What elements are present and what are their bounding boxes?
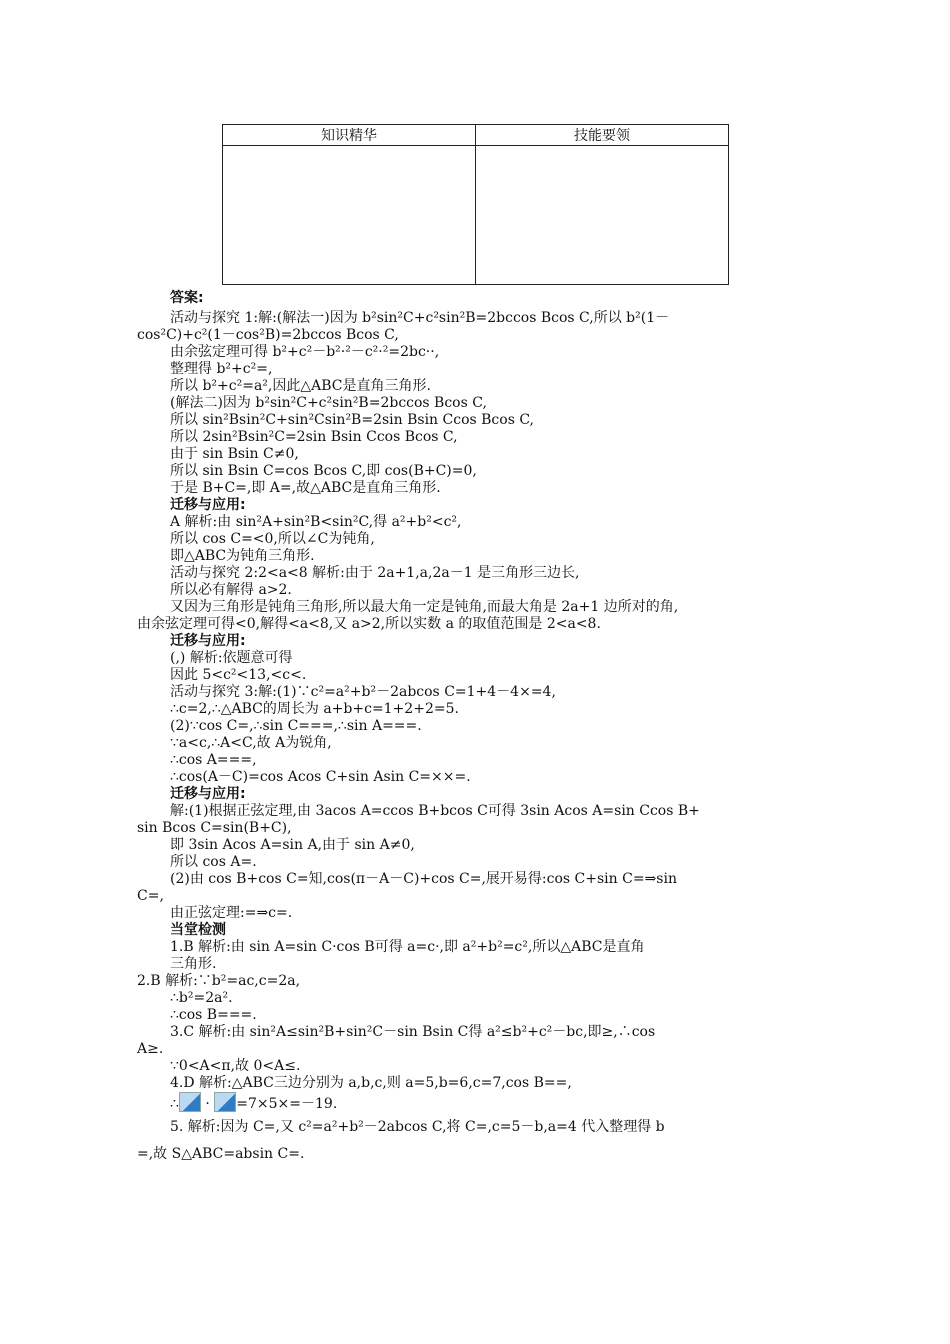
text-line: 整理得 b²+c²=,: [170, 361, 273, 377]
text-line: 三角形.: [170, 956, 217, 972]
text-line: 所以 cos A=.: [170, 854, 257, 870]
text-line: (2)∵cos C=,∴sin C===,∴sin A===.: [170, 718, 422, 734]
text-line: 由正弦定理:=⇒c=.: [170, 905, 293, 921]
text-line: 即 3sin Acos A=sin A,由于 sin A≠0,: [170, 837, 415, 853]
text-line: A≥.: [137, 1041, 164, 1057]
section-heading: 迁移与应用:: [170, 786, 246, 802]
text-line: 所以 2sin²Bsin²C=2sin Bsin Ccos Bcos C,: [170, 429, 458, 445]
text-line: 1.B 解析:由 sin A=sin C·cos B可得 a=c·,即 a²+b²=c²,所以△ABC是直角: [170, 939, 645, 955]
section-heading: 当堂检测: [170, 922, 226, 938]
dot-operator: ·: [200, 1096, 215, 1112]
text-line: 所以 sin Bsin C=cos Bcos C,即 cos(B+C)=0,: [170, 463, 477, 479]
text-line: ∵0<A<π,故 0<A≤.: [170, 1058, 301, 1074]
text-line: 活动与探究 3:解:(1)∵c²=a²+b²－2abcos C=1+4－4×=4,: [170, 684, 556, 700]
table-header-knowledge: 知识精华: [223, 125, 476, 146]
text-line: 2.B 解析:∵b²=ac,c=2a,: [137, 973, 301, 989]
text-line: (2)由 cos B+cos C=知,cos(π－A－C)+cos C=,展开易得:cos C+sin C=⇒sin: [170, 871, 677, 887]
text-line: 4.D 解析:△ABC三边分别为 a,b,c,则 a=5,b=6,c=7,cos B==,: [170, 1075, 572, 1091]
text-line: ∴cos B===.: [170, 1007, 257, 1023]
vector-image-icon: [179, 1092, 201, 1112]
text-line: 又因为三角形是钝角三角形,所以最大角一定是钝角,而最大角是 2a+1 边所对的角,: [170, 599, 679, 615]
text-line: ∵a<c,∴A<C,故 A为锐角,: [170, 735, 332, 751]
text-line: 活动与探究 1:解:(解法一)因为 b²sin²C+c²sin²B=2bccos Bcos C,所以 b²(1－: [170, 310, 670, 326]
text-line: (解法二)因为 b²sin²C+c²sin²B=2bccos Bcos C,: [170, 395, 487, 411]
text-line: 解:(1)根据正弦定理,由 3acos A=ccos B+bcos C可得 3sin Acos A=sin Ccos B+: [170, 803, 700, 819]
section-heading: 迁移与应用:: [170, 497, 246, 513]
text-line: 所以 b²+c²=a²,因此△ABC是直角三角形.: [170, 378, 431, 394]
therefore-symbol: ∴: [170, 1096, 179, 1112]
table-cell-knowledge: [223, 146, 476, 285]
text-line: 由于 sin Bsin C≠0,: [170, 446, 299, 462]
text-line: [170, 1092, 337, 1113]
text-line: 所以必有解得 a>2.: [170, 582, 292, 598]
text-line: (,) 解析:依题意可得: [170, 650, 293, 666]
text-line: 所以 sin²Bsin²C+sin²Csin²B=2sin Bsin Ccos Bcos C,: [170, 412, 534, 428]
vector-image-icon: [214, 1092, 236, 1112]
table-cell-skills: [476, 146, 729, 285]
text-line: 由余弦定理可得 b²+c²－b²·²－c²·²=2bc··,: [170, 344, 440, 360]
text-line: 于是 B+C=,即 A=,故△ABC是直角三角形.: [170, 480, 441, 496]
section-heading: 迁移与应用:: [170, 633, 246, 649]
table-header-skills: 技能要领: [476, 125, 729, 146]
text-line: C=,: [137, 888, 164, 904]
text-line: 即△ABC为钝角三角形.: [170, 548, 315, 564]
section-heading: 答案:: [170, 290, 204, 306]
text-line: ∴c=2,∴△ABC的周长为 a+b+c=1+2+2=5.: [170, 701, 459, 717]
line-text: =7×5×=－19.: [236, 1096, 338, 1112]
text-line: 5. 解析:因为 C=,又 c²=a²+b²－2abcos C,将 C=,c=5－b,a=4 代入整理得 b: [170, 1119, 665, 1135]
text-line: cos²C)+c²(1－cos²B)=2bccos Bcos C,: [137, 327, 399, 343]
summary-table: [222, 124, 729, 285]
text-line: sin Bcos C=sin(B+C),: [137, 820, 292, 836]
text-line: 所以 cos C=<0,所以∠C为钝角,: [170, 531, 375, 547]
text-line: 由余弦定理可得<0,解得<a<8,又 a>2,所以实数 a 的取值范围是 2<a<8.: [137, 616, 601, 632]
text-line: A 解析:由 sin²A+sin²B<sin²C,得 a²+b²<c²,: [170, 514, 462, 530]
text-line: =,故 S△ABC=absin C=.: [137, 1146, 305, 1162]
text-line: 因此 5<c²<13,<c<.: [170, 667, 307, 683]
text-line: 活动与探究 2:2<a<8 解析:由于 2a+1,a,2a－1 是三角形三边长,: [170, 565, 580, 581]
text-line: ∴b²=2a².: [170, 990, 233, 1006]
text-line: 3.C 解析:由 sin²A≤sin²B+sin²C－sin Bsin C得 a²≤b²+c²－bc,即≥,∴cos: [170, 1024, 656, 1040]
text-line: ∴cos(A－C)=cos Acos C+sin Asin C=××=.: [170, 769, 471, 785]
text-line: ∴cos A===,: [170, 752, 257, 768]
